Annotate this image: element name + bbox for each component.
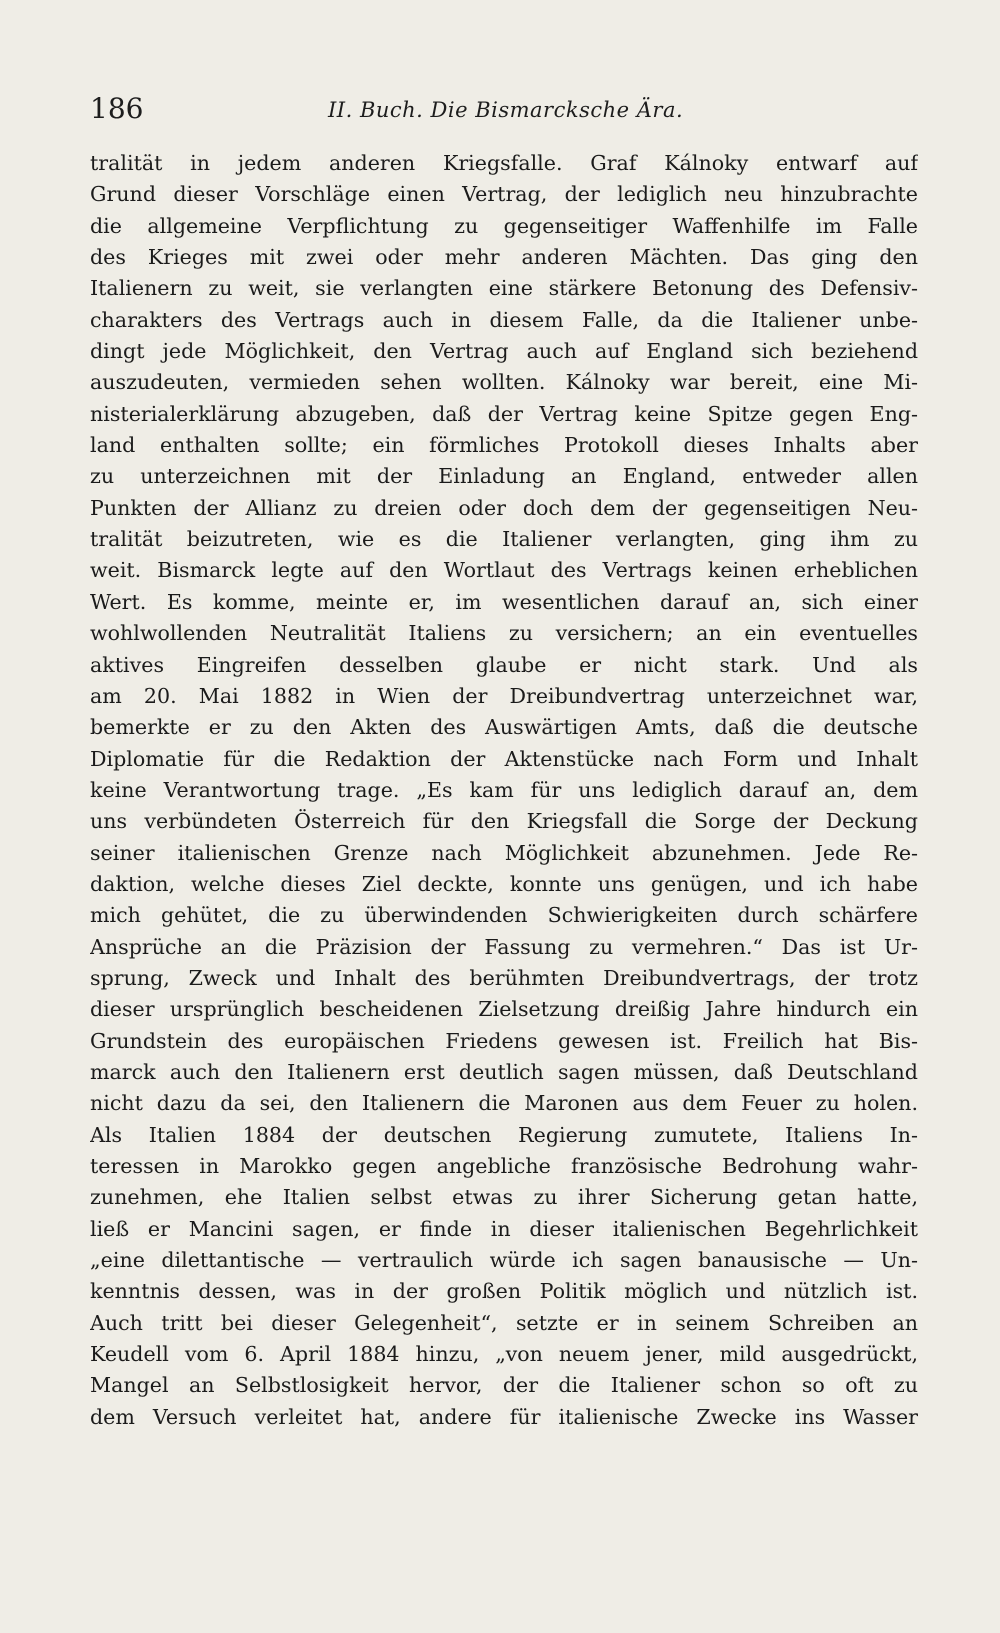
body-text xyxy=(90,148,918,1433)
text-line: ließ er Mancini sagen, er finde in dieser italienischen Begehrlichkeit xyxy=(90,1216,918,1241)
text-line: teressen in Marokko gegen angebliche französische Bedrohung wahr- xyxy=(90,1154,918,1178)
text-line: nisterialerklärung abzugeben, daß der Vertrag keine Spitze gegen Eng- xyxy=(90,401,918,426)
text-line: Grundstein des europäischen Friedens gewesen ist. Freilich hat Bis- xyxy=(90,1028,918,1053)
text-line: daktion, welche dieses Ziel deckte, konnte uns genügen, und ich habe xyxy=(90,871,918,896)
text-line: mich gehütet, die zu überwindenden Schwierigkeiten durch schärfere xyxy=(90,903,918,928)
text-line: zunehmen, ehe Italien selbst etwas zu ihrer Sicherung getan hatte, xyxy=(90,1185,918,1210)
text-line: tralität in jedem anderen Kriegsfalle. Graf Kálnoky entwarf auf xyxy=(90,151,918,175)
text-line: keine Verantwortung trage. „Es kam für uns lediglich darauf an, dem xyxy=(90,777,918,802)
page-header xyxy=(90,92,918,132)
text-line: auszudeuten, vermieden sehen wollten. Kálnoky war bereit, eine Mi- xyxy=(90,370,918,395)
text-line: uns verbündeten Österreich für den Kriegsfall die Sorge der Deckung xyxy=(90,809,918,834)
text-line: Ansprüche an die Präzision der Fassung zu vermehren.“ Das ist Ur- xyxy=(90,934,918,959)
text-line: Auch tritt bei dieser Gelegenheit“, setzte er in seinem Schreiben an xyxy=(90,1310,918,1335)
text-line: kenntnis dessen, was in der großen Politik möglich und nützlich ist. xyxy=(90,1279,918,1304)
text-line: Punkten der Allianz zu dreien oder doch dem der gegenseitigen Neu- xyxy=(90,495,918,520)
text-line: wohlwollenden Neutralität Italiens zu versichern; an ein eventuelles xyxy=(90,621,918,646)
text-line: Wert. Es komme, meinte er, im wesentlichen darauf an, sich einer xyxy=(90,589,918,614)
text-line: land enthalten sollte; ein förmliches Protokoll dieses Inhalts aber xyxy=(90,433,918,458)
text-line: dem Versuch verleitet hat, andere für italienische Zwecke ins Wasser xyxy=(90,1404,918,1429)
text-line: „eine dilettantische — vertraulich würde ich sagen banausische — Un- xyxy=(90,1248,918,1273)
text-line: Als Italien 1884 der deutschen Regierung zumutete, Italiens In- xyxy=(90,1122,918,1147)
text-line: zu unterzeichnen mit der Einladung an England, entweder allen xyxy=(90,464,918,489)
text-line: Grund dieser Vorschläge einen Vertrag, der lediglich neu hinzubrachte xyxy=(90,182,918,207)
text-line: Keudell vom 6. April 1884 hinzu, „von neuem jener, mild ausgedrückt, xyxy=(90,1342,918,1367)
text-line: des Krieges mit zwei oder mehr anderen Mächten. Das ging den xyxy=(90,245,918,270)
text-line: weit. Bismarck legte auf den Wortlaut des Vertrags keinen erheblichen xyxy=(90,558,918,583)
text-line: bemerkte er zu den Akten des Auswärtigen Amts, daß die deutsche xyxy=(90,715,918,740)
text-line: nicht dazu da sei, den Italienern die Maronen aus dem Feuer zu holen. xyxy=(90,1091,918,1116)
text-line: am 20. Mai 1882 in Wien der Dreibundvertrag unterzeichnet war, xyxy=(90,683,918,708)
text-line: Italienern zu weit, sie verlangten eine stärkere Betonung des Defensiv- xyxy=(90,276,918,301)
text-line: dingt jede Möglichkeit, den Vertrag auch auf England sich beziehend xyxy=(90,339,918,364)
text-line: die allgemeine Verpflichtung zu gegenseitiger Waffenhilfe im Falle xyxy=(90,213,918,238)
text-line: charakters des Vertrags auch in diesem Falle, da die Italiener unbe- xyxy=(90,307,918,332)
text-line: dieser ursprünglich bescheidenen Zielsetzung dreißig Jahre hindurch ein xyxy=(90,997,918,1022)
text-line: seiner italienischen Grenze nach Möglichkeit abzunehmen. Jede Re- xyxy=(90,840,918,865)
page-number: 186 xyxy=(90,92,144,125)
running-head: II. Buch. Die Bismarcksche Ära. xyxy=(328,98,684,122)
text-line: Diplomatie für die Redaktion der Aktenstücke nach Form und Inhalt xyxy=(90,746,918,771)
text-line: sprung, Zweck und Inhalt des berühmten Dreibundvertrags, der trotz xyxy=(90,965,918,990)
text-line: marck auch den Italienern erst deutlich sagen müssen, daß Deutschland xyxy=(90,1059,918,1084)
text-line: tralität beizutreten, wie es die Italiener verlangten, ging ihm zu xyxy=(90,527,918,552)
text-line: Mangel an Selbstlosigkeit hervor, der die Italiener schon so oft zu xyxy=(90,1373,918,1398)
text-line: aktives Eingreifen desselben glaube er nicht stark. Und als xyxy=(90,652,918,677)
